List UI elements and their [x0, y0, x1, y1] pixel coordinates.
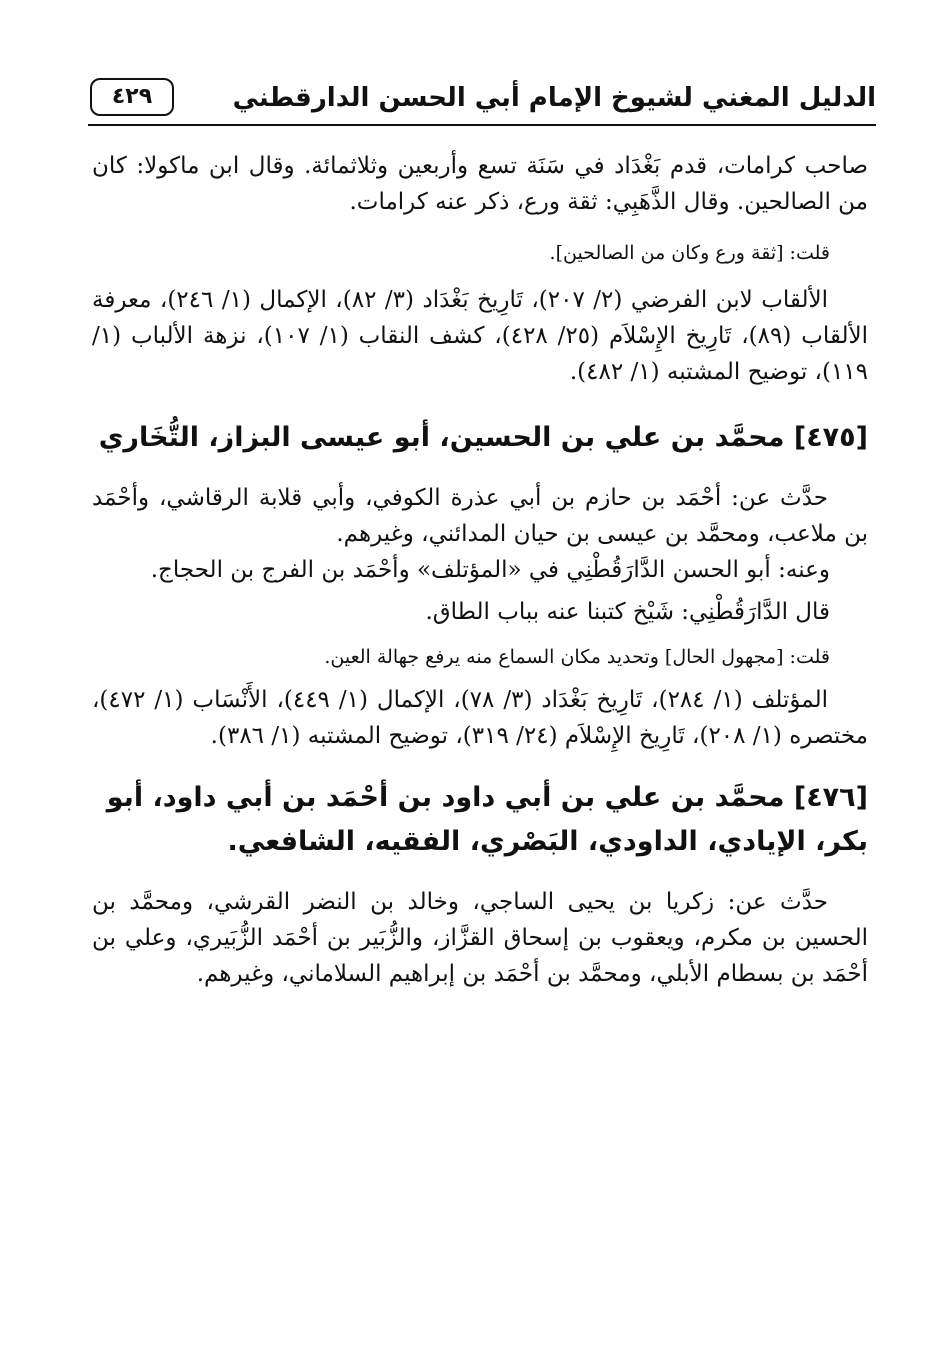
page-header [88, 74, 876, 126]
entry-475-opinion: قال الدَّارَقُطْنِي: شَيْخ كتبنا عنه بباب الطاق. [425, 599, 830, 625]
entry-heading-475: [٤٧٥] محمَّد بن علي بن الحسين، أبو عيسى البزاز، التُّخَاري [98, 422, 868, 453]
biography-paragraph: صاحب كرامات، قدم بَغْدَاد في سَنَة تسع وأربعين وثلاثمائة. وقال ابن ماكولا: كان من الصالحين. وقال الذَّهَبِي: ثقة ورع، ذكر عنه كرامات. [92, 153, 868, 215]
page-content [92, 148, 868, 992]
entry-475-teachers: حدَّث عن: أحْمَد بن حازم بن أبي عذرة الكوفي، وأبي قلابة الرقاشي، وأحْمَد بن ملاعب، ومحمَّد بن عيسى بن حيان المدائني، وغيرهم. [92, 485, 868, 547]
sources-paragraph: الألقاب لابن الفرضي (٢/ ٢٠٧)، تَارِيخ بَغْدَاد (٣/ ٨٢)، الإكمال (١/ ٢٤٦)، معرفة الألقاب (٨٩)، تَارِيخ الإِسْلاَم (٢٥/ ٤٢٨)، كشف النقاب (١/ ١٠٧)، نزهة الألباب (١/ ١١٩)، توضيح المشتبه (١/ ٤٨٢). [92, 287, 868, 385]
page-number: ٤٢٩ [90, 78, 174, 116]
running-title: الدليل المغني لشيوخ الإمام أبي الحسن الدارقطني [232, 83, 876, 113]
entry-475-students: وعنه: أبو الحسن الدَّارَقُطْنِي في «المؤتلف» وأحْمَد بن الفرج بن الحجاج. [150, 557, 830, 583]
editor-note: قلت: [ثقة ورع وكان من الصالحين]. [549, 242, 830, 264]
editor-note-475: قلت: [مجهول الحال] وتحديد مكان السماع منه يرفع جهالة العين. [324, 646, 830, 668]
entry-heading-476: [٤٧٦] محمَّد بن علي بن أبي داود بن أحْمَد بن أبي داود، أبو بكر، الإيادي، الداودي، البَصْري، الفقيه، الشافعي. [106, 782, 868, 857]
entry-475-sources: المؤتلف (١/ ٢٨٤)، تَارِيخ بَغْدَاد (٣/ ٧٨)، الإكمال (١/ ٤٤٩)، الأَنْسَاب (١/ ٤٧٢)، مختصره (١/ ٢٠٨)، تَارِيخ الإِسْلاَم (٢٤/ ٣١٩)، توضيح المشتبه (١/ ٣٨٦). [92, 687, 868, 749]
entry-476-teachers: حدَّث عن: زكريا بن يحيى الساجي، وخالد بن النضر القرشي، ومحمَّد بن الحسين بن مكرم، ويعقوب بن إسحاق القزَّاز، والزُّبَير بن أحْمَد الزُّبَيري، وعلي بن أحْمَد بن بسطام الأبلي، ومحمَّد بن أحْمَد بن إبراهيم السلاماني، وغيرهم. [92, 889, 868, 987]
